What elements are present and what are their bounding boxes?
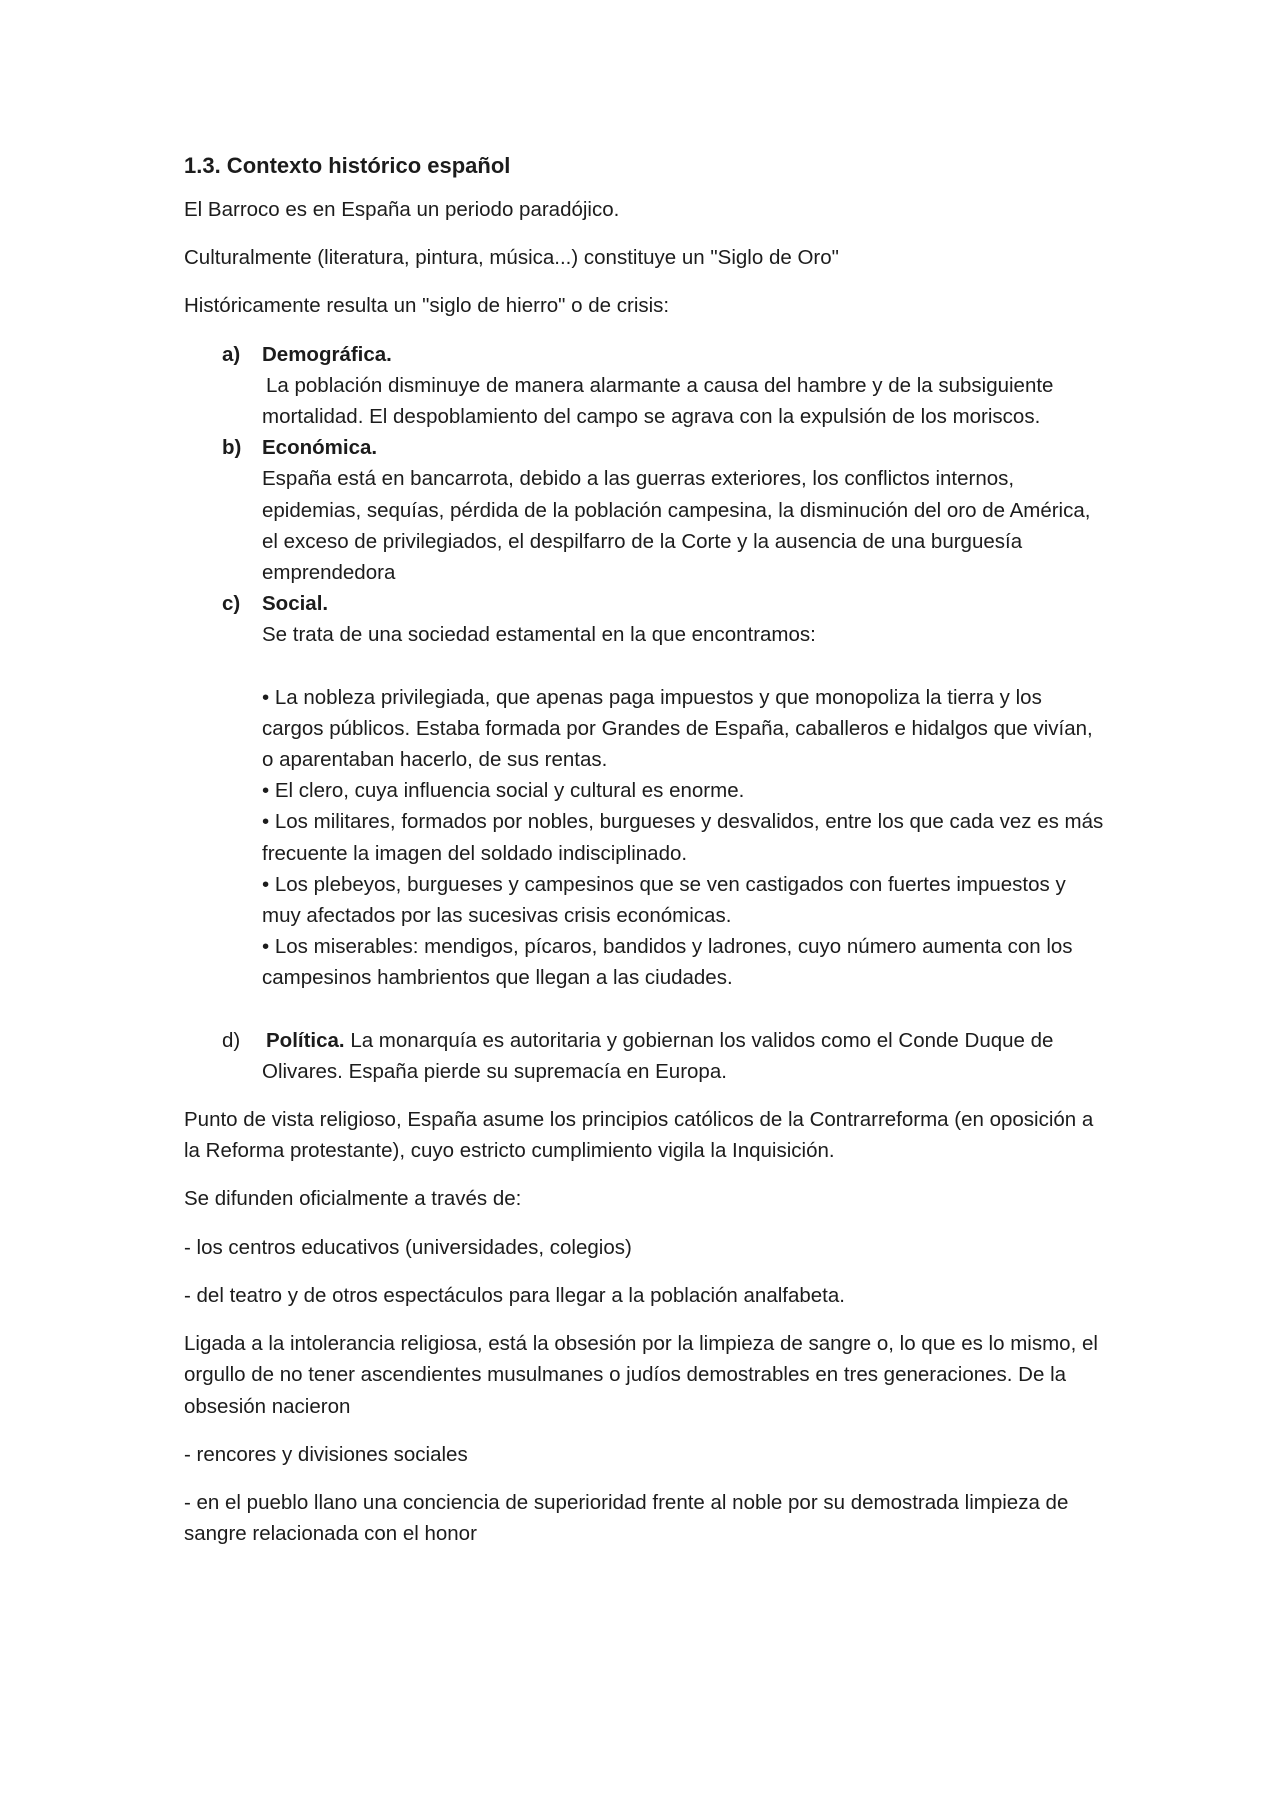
difusion-centros: - los centros educativos (universidades, colegios) [184,1235,632,1259]
crisis-item-social [184,588,1104,1024]
estamento-clero: • El clero, cuya influencia social y cultural es enorme. [262,779,745,803]
list-marker: c) [222,592,241,616]
difusion-teatro: - del teatro y de otros espectáculos para llegar a la población analfabeta. [184,1283,845,1307]
spacer [262,651,1104,682]
spacer [262,994,1104,1025]
consecuencia-rencores: - rencores y divisiones sociales [184,1442,468,1466]
crisis-body-wrapper [262,1025,1104,1087]
list-marker: a) [222,342,241,366]
crisis-body: España está en bancarrota, debido a las guerras exteriores, los conflictos internos, epidemias, sequías, pérdida de la población campesina, la disminución del oro de América, el exceso de privilegiados, el despilfarro de la Corte y la ausencia de una burguesía emprendedora [262,467,1091,585]
consecuencia-superioridad: - en el pueblo llano una conciencia de superioridad frente al noble por su demostrada limpieza de sangre relacionada con el honor [184,1490,1069,1546]
list-marker: b) [222,436,242,460]
intro-paragraph-3: Históricamente resulta un "siglo de hierro" o de crisis: [184,294,670,318]
limpieza-paragraph: Ligada a la intolerancia religiosa, está la obsesión por la limpieza de sangre o, lo que es lo mismo, el orgullo de no tener ascendientes musulmanes o judíos demostrables en tres generaciones. De la obsesión nacieron [184,1332,1098,1418]
crisis-item-politica [184,1025,1104,1087]
crisis-heading: Económica. [262,436,378,460]
religion-paragraph: Punto de vista religioso, España asume los principios católicos de la Contrarreforma (en oposición a la Reforma protestante), cuyo estricto cumplimiento vigila la Inquisición. [184,1108,1094,1163]
crisis-body: La población disminuye de manera alarmante a causa del hambre y de la subsiguiente mortalidad. El despoblamiento del campo se agrava con la expulsión de los moriscos. [262,373,1054,429]
intro-paragraph-2: Culturalmente (literatura, pintura, música...) constituye un "Siglo de Oro" [184,246,839,270]
document-page [184,150,1104,1566]
crisis-item-demografica [184,339,1104,433]
crisis-heading: Política. [266,1028,345,1052]
estamento-nobleza: • La nobleza privilegiada, que apenas paga impuestos y que monopoliza la tierra y los cargos públicos. Estaba formada por Grandes de España, caballeros e hidalgos que vivían, o aparentaban hacerlo, de sus rentas. [262,685,1093,772]
crisis-body: Se trata de una sociedad estamental en la que encontramos: [262,623,816,647]
estamento-militares: • Los militares, formados por nobles, burgueses y desvalidos, entre los que cada vez es más frecuente la imagen del soldado indisciplinado. [262,810,1104,865]
intro-paragraph-1: El Barroco es en España un periodo paradójico. [184,198,620,221]
list-marker: d) [222,1028,241,1052]
crisis-heading: Demográfica. [262,342,392,366]
crisis-list [184,339,1104,1087]
crisis-item-economica [184,432,1104,588]
crisis-heading: Social. [262,592,329,616]
section-title: 1.3. Contexto histórico español [184,153,511,178]
difusion-paragraph: Se difunden oficialmente a través de: [184,1187,522,1211]
estamento-plebeyos: • Los plebeyos, burgueses y campesinos que se ven castigados con fuertes impuestos y muy afectados por las sucesivas crisis económicas. [262,872,1066,928]
estamento-miserables: • Los miserables: mendigos, pícaros, bandidos y ladrones, cuyo número aumenta con los campesinos hambrientos que llegan a las ciudades. [262,935,1073,990]
crisis-body: La monarquía es autoritaria y gobiernan los validos como el Conde Duque de Olivares. España pierde su supremacía en Europa. [262,1028,1054,1083]
